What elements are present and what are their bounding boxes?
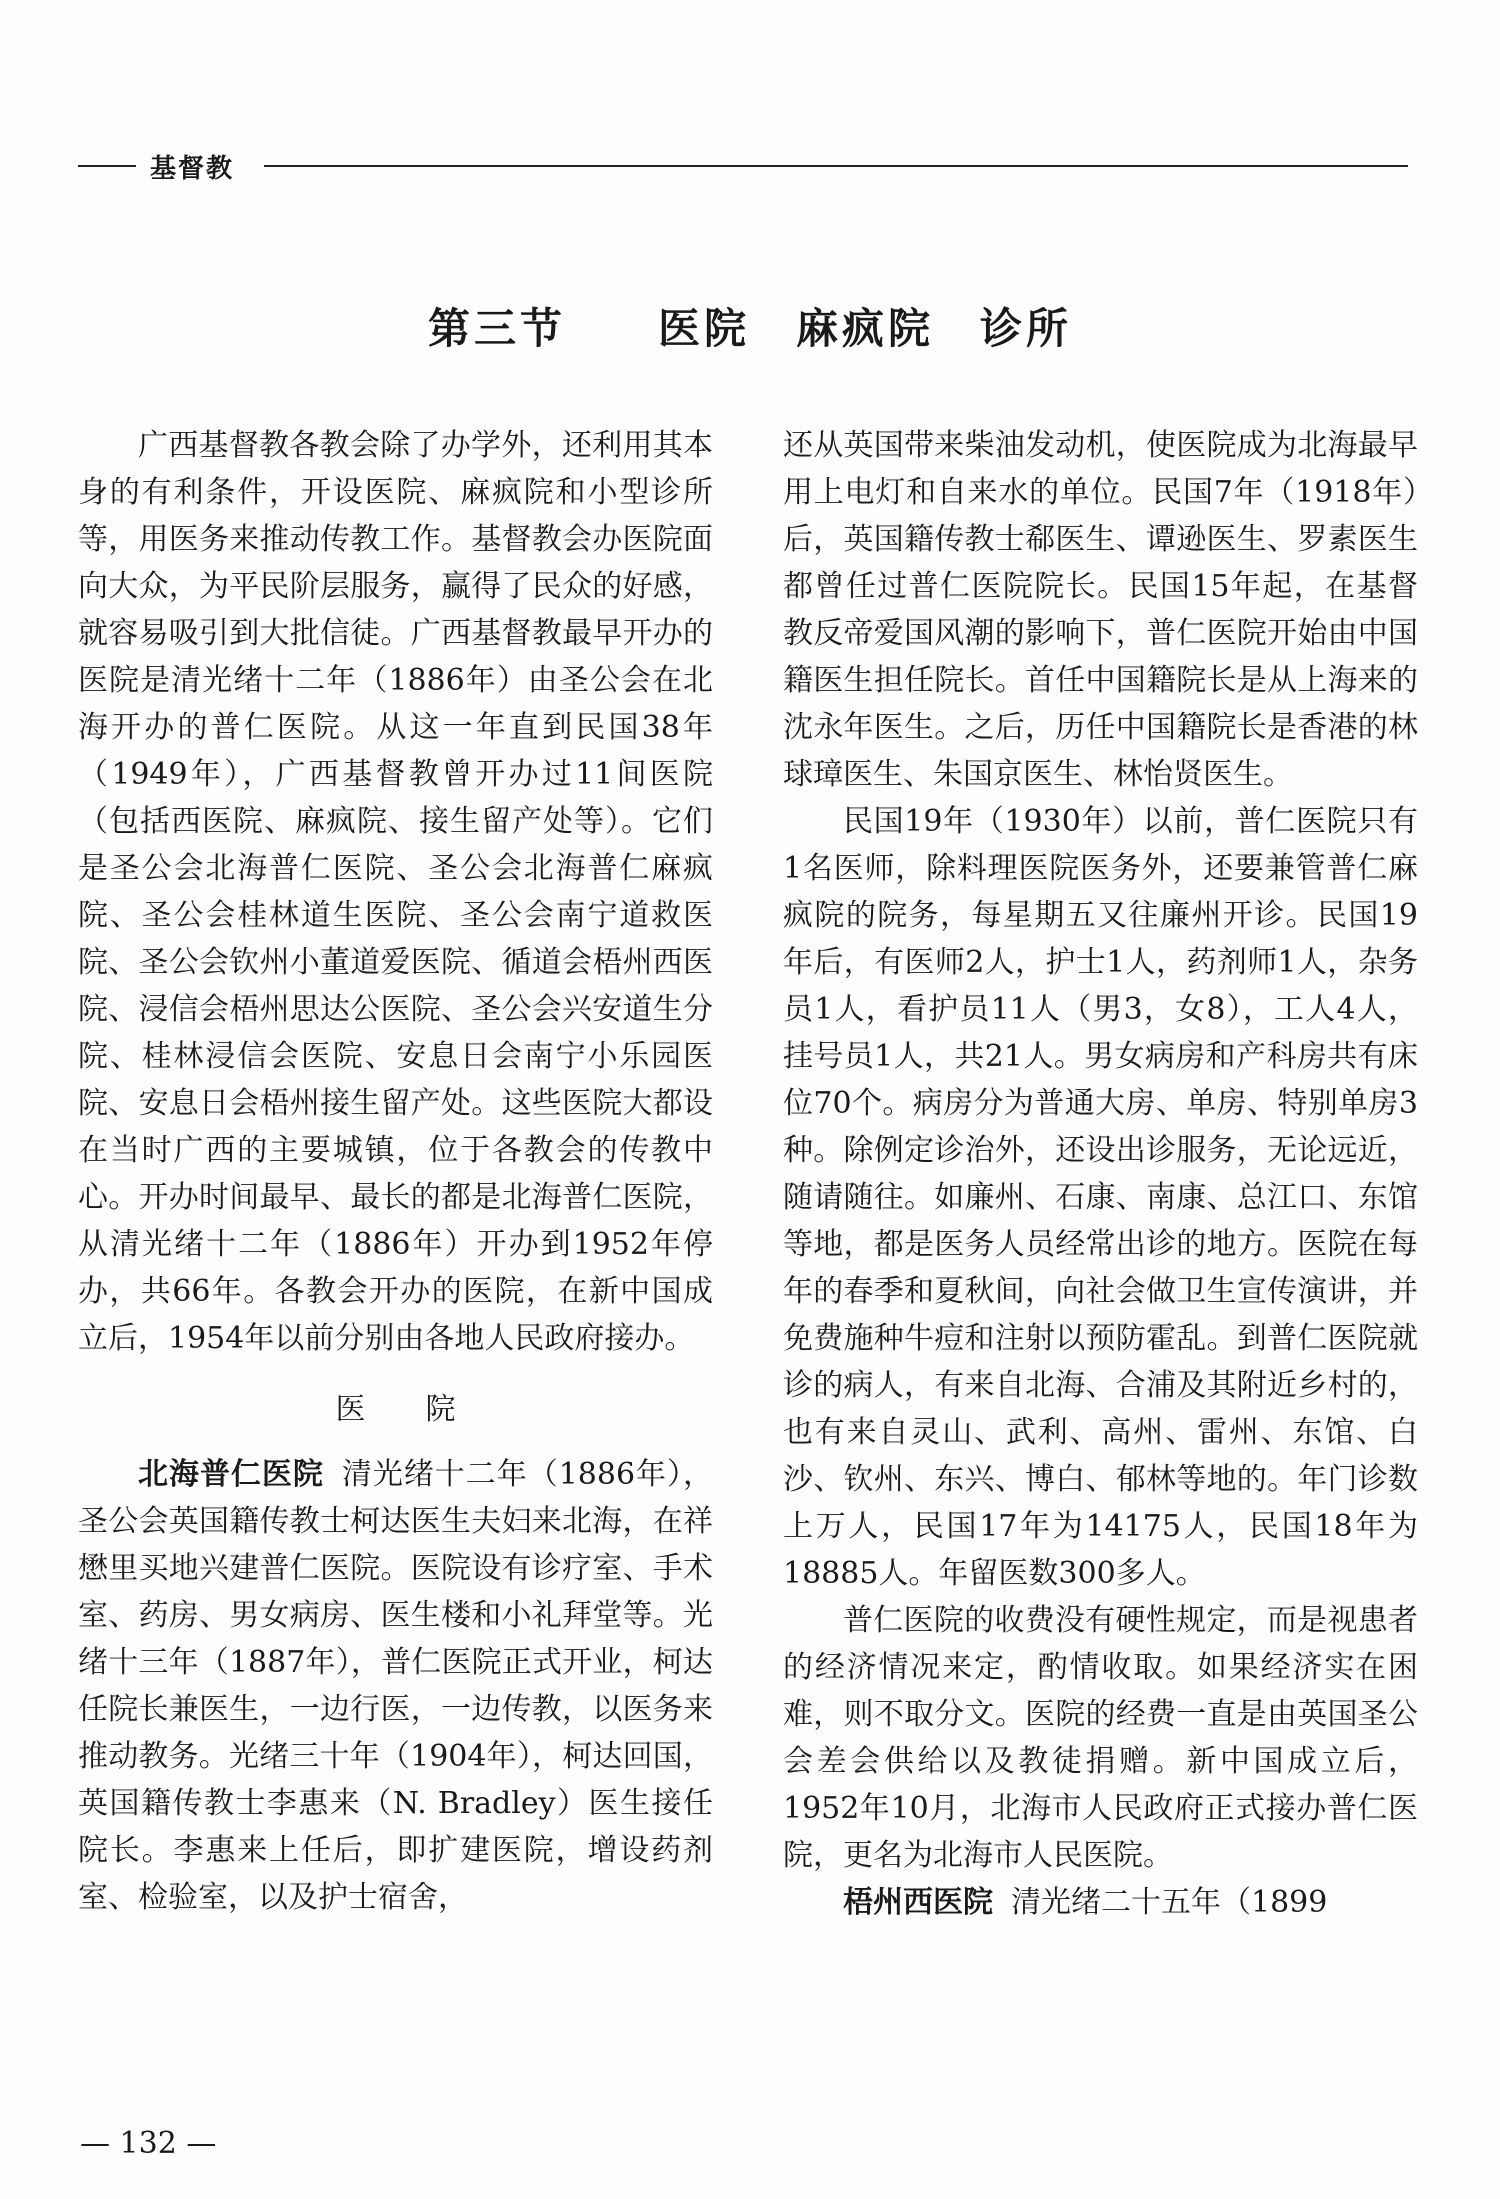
next-hospital-name: 梧州西医院 <box>843 1885 993 1920</box>
staff-paragraph: 民国19年（1930年）以前，普仁医院只有1名医师，除料理医院医务外，还要兼管普仁麻疯院的院务，每星期五又往廉州开诊。民国19年后，有医师2人，护士1人，药剂师1人，杂务员1人，看护员11人（男3，女8），工人4人，挂号员1人，共21人。男女病房和产科房共有床位70个。病房分为普通大房、单房、特别单房3种。除例定诊治外，还设出诊服务，无论远近，随请随往。如廉州、石康、南康、总江口、东馆等地，都是医务人员经常出诊的地方。医院在每年的春季和夏秋间，向社会做卫生宣传演讲，并免费施种牛痘和注射以预防霍乱。到普仁医院就诊的病人，有来自北海、合浦及其附近乡村的，也有来自灵山、武利、高州、雷州、东馆、白沙、钦州、东兴、博白、郁林等地的。年门诊数上万人，民国17年为14175人，民国18年为18885人。年留医数300多人。 <box>783 804 1418 1591</box>
running-header <box>78 148 1408 184</box>
fees-paragraph: 普仁医院的收费没有硬性规定，而是视患者的经济情况来定，酌情收取。如果经济实在困难，则不取分文。医院的经费一直是由英国圣公会差会供给以及教徒捐赠。新中国成立后，1952年10月，北海市人民政府正式接办普仁医院，更名为北海市人民医院。 <box>783 1603 1418 1873</box>
left-column <box>78 422 713 1921</box>
header-dash <box>78 165 136 167</box>
section-title: 第三节 医院 麻疯院 诊所 <box>427 304 1072 353</box>
next-hospital-paragraph <box>783 1879 1418 1926</box>
hospital-text: 清光绪十二年（1886年），圣公会英国籍传教士柯达医生夫妇来北海，在祥懋里买地兴建普仁医院。医院设有诊疗室、手术室、药房、男女病房、医生楼和小礼拜堂等。光绪十三年（1887年），普仁医院正式开业，柯达任院长兼医生，一边行医，一边传教，以医务来推动教务。光绪三十年（1904年），柯达回国，英国籍传教士李惠来（N. Bradley）医生接任院长。李惠来上任后，即扩建医院，增设药剂室、检验室，以及护士宿舍， <box>78 1457 713 1915</box>
right-column <box>783 422 1418 1926</box>
next-hospital-text: 清光绪二十五年（1899 <box>1011 1885 1328 1920</box>
page-number: — 132 — <box>80 2126 217 2161</box>
intro-paragraph: 广西基督教各教会除了办学外，还利用其本身的有利条件，开设医院、麻疯院和小型诊所等，用医务来推动传教工作。基督教会办医院面向大众，为平民阶层服务，赢得了民众的好感，就容易吸引到大批信徒。广西基督教最早开办的医院是清光绪十二年（1886年）由圣公会在北海开办的普仁医院。从这一年直到民国38年（1949年），广西基督教曾开办过11间医院（包括西医院、麻疯院、接生留产处等）。它们是圣公会北海普仁医院、圣公会北海普仁麻疯院、圣公会桂林道生医院、圣公会南宁道救医院、圣公会钦州小董道爱医院、循道会梧州西医院、浸信会梧州思达公医院、圣公会兴安道生分院、桂林浸信会医院、安息日会南宁小乐园医院、安息日会梧州接生留产处。这些医院大都设在当时广西的主要城镇，位于各教会的传教中心。开办时间最早、最长的都是北海普仁医院，从清光绪十二年（1886年）开办到1952年停办，共66年。各教会开办的医院，在新中国成立后，1954年以前分别由各地人民政府接办。 <box>78 428 713 1356</box>
hospital-name: 北海普仁医院 <box>138 1457 324 1492</box>
hospital-paragraph <box>78 1451 713 1921</box>
running-title: 基督教 <box>150 154 235 184</box>
header-rule <box>264 165 1408 167</box>
continued-paragraph: 还从英国带来柴油发动机，使医院成为北海最早用上电灯和自来水的单位。民国7年（1918年）后，英国籍传教士郗医生、谭逊医生、罗素医生都曾任过普仁医院院长。民国15年起，在基督教反帝爱国风潮的影响下，普仁医院开始由中国籍医生担任院长。首任中国籍院长是从上海来的沈永年医生。之后，历任中国籍院长是香港的林球璋医生、朱国京医生、林怡贤医生。 <box>783 428 1418 792</box>
subheading-hospitals: 医院 <box>335 1392 516 1427</box>
